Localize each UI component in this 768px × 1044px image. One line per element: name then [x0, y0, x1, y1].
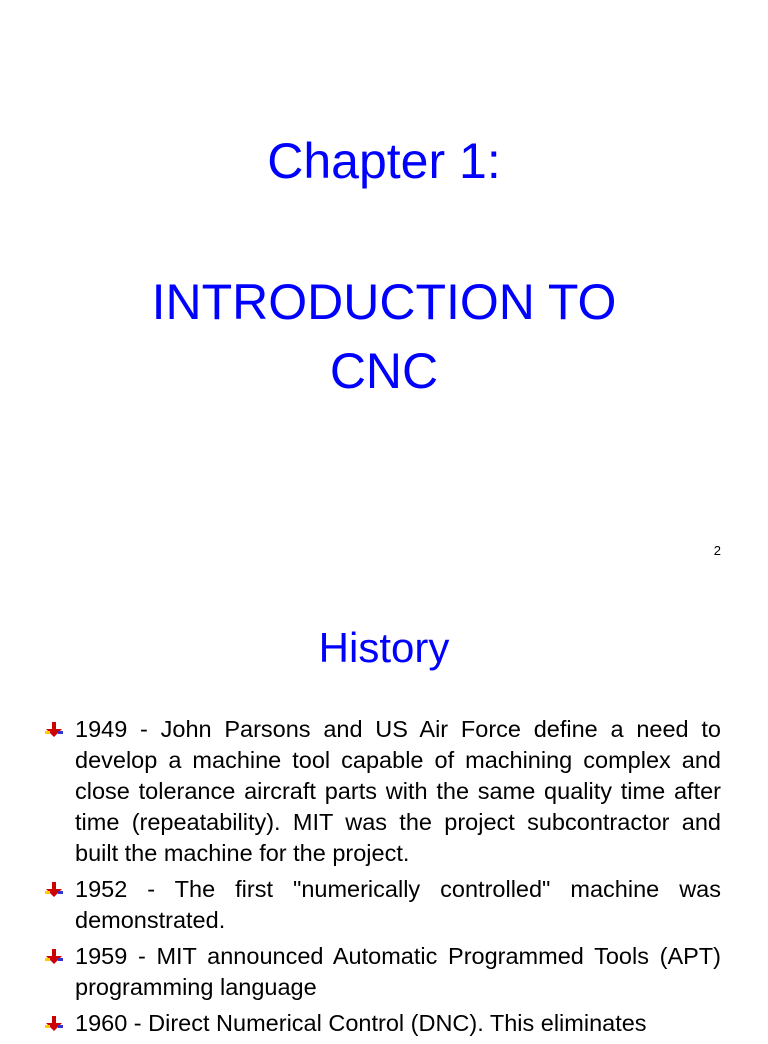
- down-arrow-bullet-icon: [45, 722, 63, 738]
- history-title: History: [318, 624, 450, 671]
- bullet-text: 1960 - Direct Numerical Control (DNC). This eliminates: [75, 1010, 647, 1036]
- bullet-text: 1959 - MIT announced Automatic Programmed Tools (APT) programming language: [75, 943, 721, 1000]
- bullet-item: [0, 714, 768, 869]
- page-number: 2: [713, 543, 721, 558]
- down-arrow-bullet-icon: [45, 882, 63, 898]
- down-arrow-bullet-icon: [45, 1016, 63, 1032]
- chapter-subtitle: [0, 268, 768, 406]
- bullet-item: [0, 941, 768, 1003]
- down-arrow-bullet-icon: [45, 949, 63, 965]
- chapter-subtitle-line-2: CNC: [329, 343, 439, 399]
- chapter-subtitle-line-1: INTRODUCTION TO: [151, 274, 617, 330]
- bullet-item: [0, 874, 768, 936]
- chapter-title: Chapter 1:: [267, 133, 501, 189]
- slide-history: [0, 576, 768, 1036]
- bullet-text: 1952 - The first "numerically controlled" machine was demonstrated.: [75, 876, 721, 933]
- bullet-text: 1949 - John Parsons and US Air Force define a need to develop a machine tool capable of machining complex and close tolerance aircraft parts with the same quality time after time (repeatability). MIT was the project subcontractor and built the machine for the project.: [75, 716, 721, 866]
- history-bullet-list: [0, 714, 768, 1044]
